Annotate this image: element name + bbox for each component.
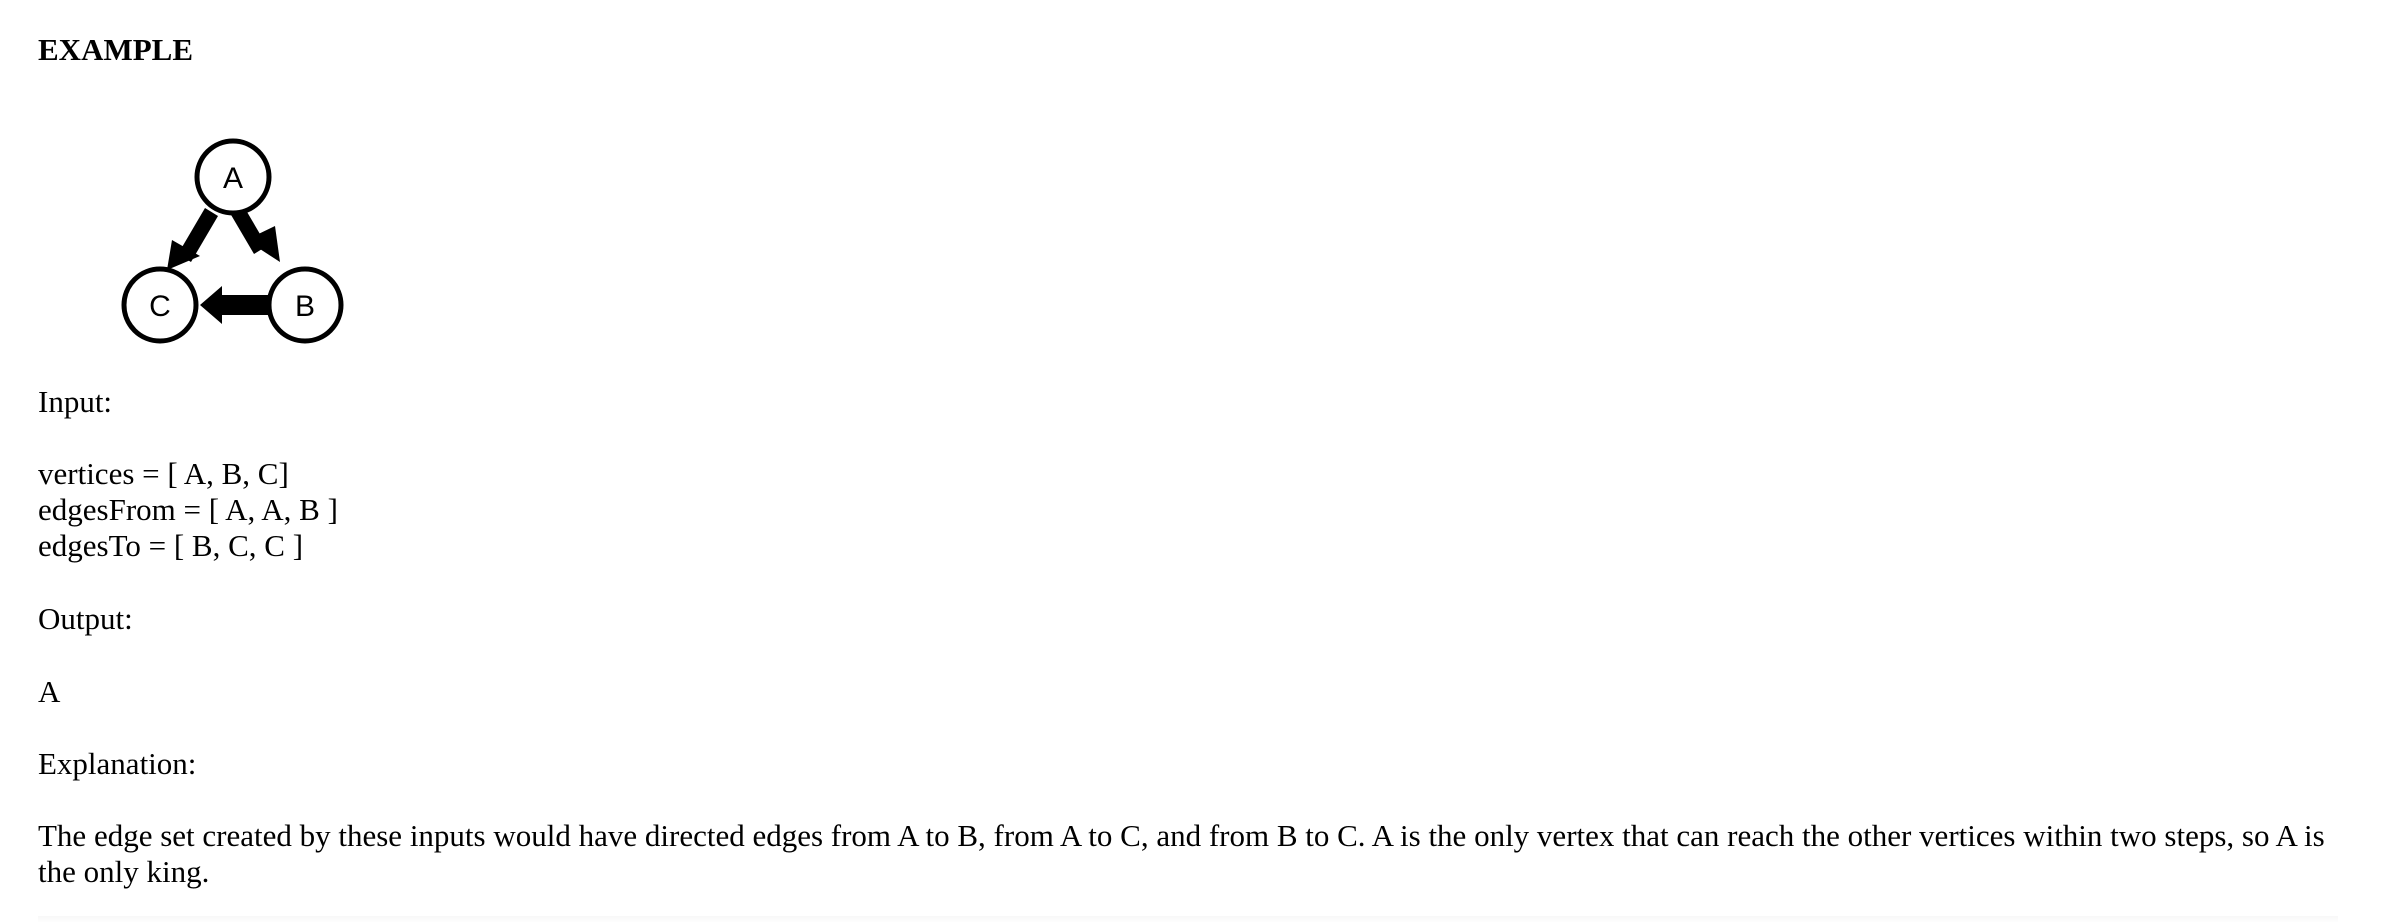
bottom-edge-shadow — [38, 916, 2338, 922]
vertices-line: vertices = [ A, B, C] — [38, 456, 289, 491]
node-b — [269, 269, 341, 341]
input-label: Input: — [38, 384, 113, 419]
node-a-label: A — [222, 162, 244, 195]
graph-diagram — [76, 132, 356, 352]
node-b-label: B — [294, 290, 316, 323]
output-value: A — [38, 674, 61, 709]
explanation-label: Explanation: — [38, 746, 197, 781]
node-c — [124, 269, 196, 341]
graph-svg — [76, 132, 356, 352]
example-heading: EXAMPLE — [38, 32, 193, 67]
edges-from-line: edgesFrom = [ A, A, B ] — [38, 492, 338, 527]
explanation-text: The edge set created by these inputs would have directed edges from A to B, from A to C, and from B to C. A is the only vertex that can reach the other vertices within two steps, so A is the only king. — [38, 818, 2325, 889]
output-label: Output: — [38, 601, 133, 636]
edge-a-to-c — [167, 208, 218, 270]
node-a — [197, 141, 269, 213]
edge-b-to-c — [200, 286, 269, 324]
edges-to-line: edgesTo = [ B, C, C ] — [38, 528, 304, 563]
node-c-label: C — [149, 290, 171, 323]
